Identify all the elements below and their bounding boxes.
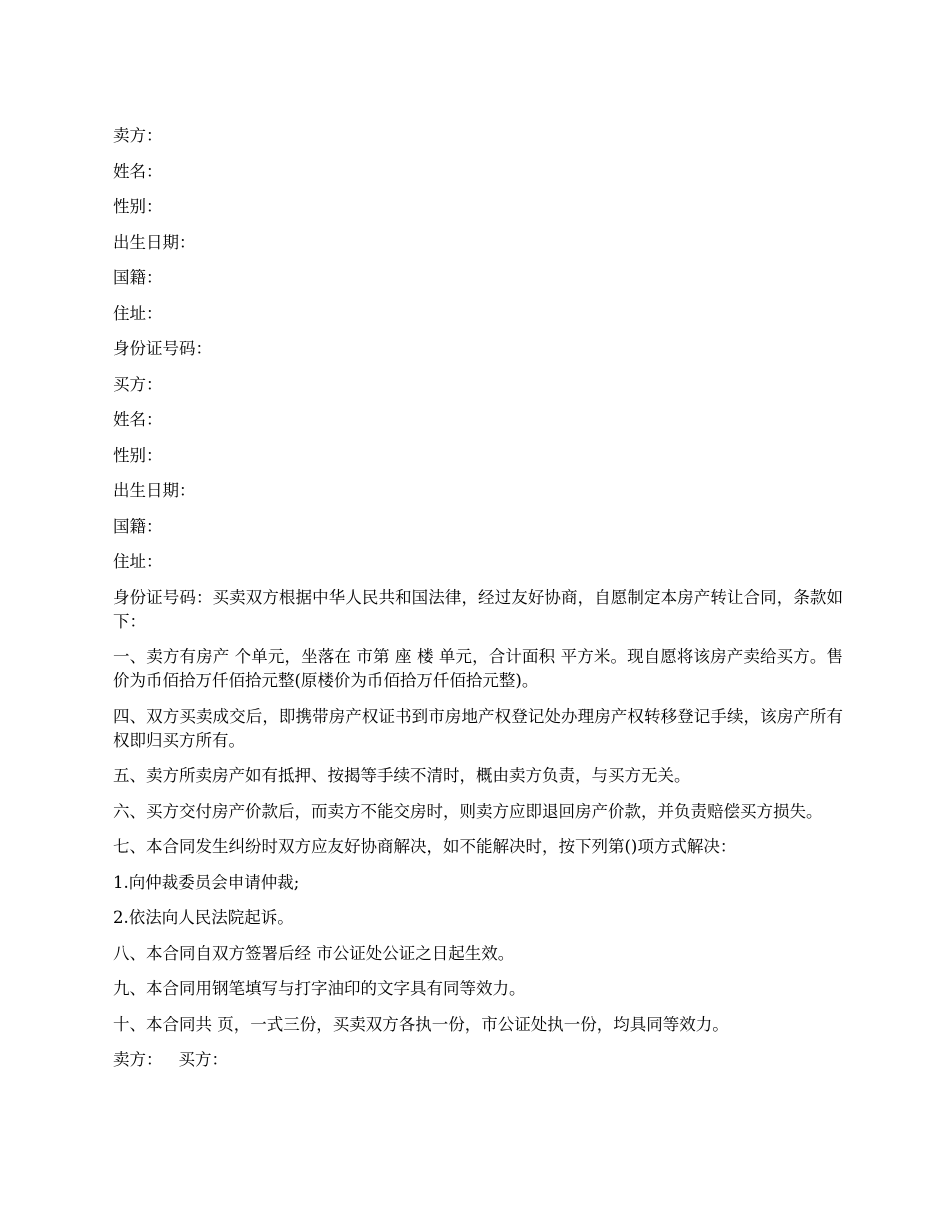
clause-9: 九、本合同用钢笔填写与打字油印的文字具有同等效力。 [113,979,526,998]
buyer-heading: 买方： [113,374,163,394]
buyer-birth-field: 出生日期： [113,481,196,500]
clause-10: 十、本合同共 页，一式三份，买卖双方各执一份，市公证处执一份，均具同等效力。 [113,1014,729,1034]
seller-gender-field: 性别： [113,197,163,216]
clause-4: 四、双方买卖成交后，即携带房产权证书到市房地产权登记处办理房产权转移登记手续，该房产所有权即归买方所有。 [113,706,843,750]
buyer-nationality-field: 国籍： [113,516,163,536]
buyer-gender-field: 性别： [113,445,163,465]
seller-birth-field: 出生日期： [113,232,196,252]
buyer-signature-label: 买方： [178,1050,228,1069]
seller-address-field: 住址： [113,303,163,323]
clause-1: 一、卖方有房产 个单元，坐落在 市第 座 楼 单元，合计面积 平方米。现自愿将该房产卖给买方。售价为币佰拾万仟佰拾元整(原楼价为币佰拾万仟佰拾元整)。 [113,647,843,690]
clause-7-option-2: 2.依法向人民法院起诉。 [113,908,294,927]
buyer-address-field: 住址： [113,552,163,571]
seller-heading: 卖方： [113,126,163,145]
seller-nationality-field: 国籍： [113,268,163,287]
signature-line [113,1048,843,1072]
seller-id-field: 身份证号码： [113,339,212,358]
contract-body [113,124,843,1084]
clause-6: 六、买方交付房产价款后，而卖方不能交房时，则卖方应即退回房产价款，并负责赔偿买方损失。 [113,801,823,821]
buyer-name-field: 姓名： [113,410,163,429]
clause-7: 七、本合同发生纠纷时双方应友好协商解决，如不能解决时，按下列第()项方式解决： [113,837,737,856]
seller-name-field: 姓名： [113,161,163,181]
clause-7-option-1: 1.向仲裁委员会申请仲裁; [113,872,300,892]
clause-8: 八、本合同自双方签署后经 市公证处公证之日起生效。 [113,943,515,963]
seller-signature-label: 卖方： [113,1050,163,1069]
intro-paragraph: 身份证号码：买卖双方根据中华人民共和国法律，经过友好协商，自愿制定本房产转让合同，条款如下： [113,587,843,631]
clause-5: 五、卖方所卖房产如有抵押、按揭等手续不清时，概由卖方负责，与买方无关。 [113,766,691,785]
